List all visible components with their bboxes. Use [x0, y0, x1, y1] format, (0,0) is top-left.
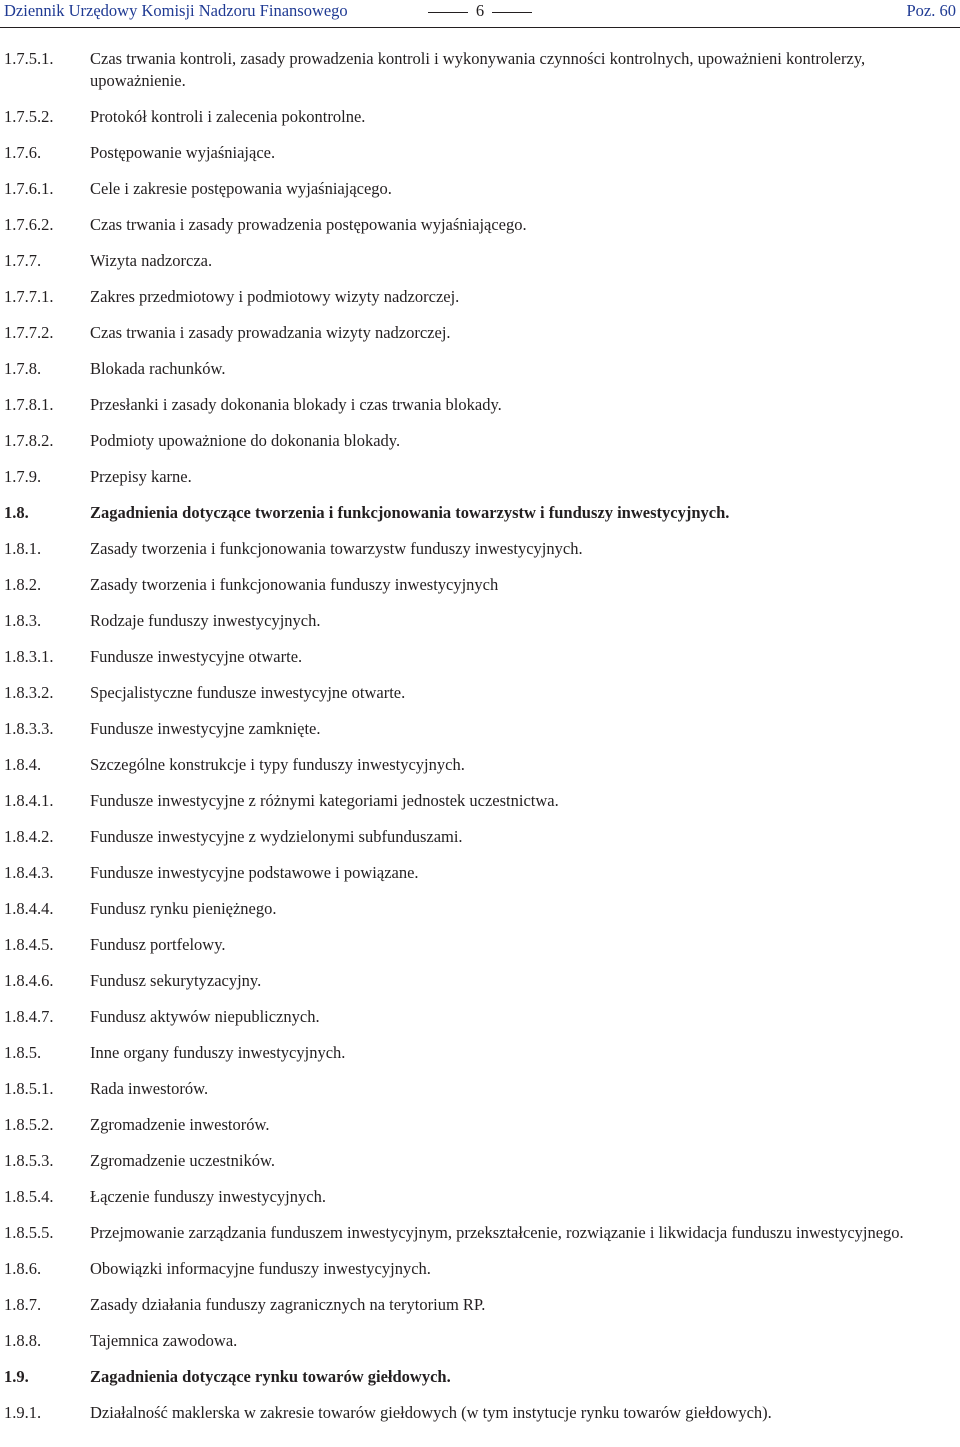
toc-entry	[0, 1402, 960, 1424]
section-title: Wizyta nadzorcza.	[90, 251, 213, 270]
section-title: Czas trwania kontroli, zasady prowadzenia kontroli i wykonywania czynności kontrolnych, upoważnieni kontrolerzy, upoważnienie.	[90, 49, 866, 90]
section-title: Rada inwestorów.	[90, 1079, 209, 1098]
section-number: 1.8.4.4.	[4, 899, 54, 918]
section-title: Działalność maklerska w zakresie towarów giełdowych (w tym instytucje rynku towarów giełdowych).	[90, 1403, 772, 1422]
section-number: 1.8.3.3.	[4, 719, 54, 738]
section-title: Zakres przedmiotowy i podmiotowy wizyty nadzorczej.	[90, 287, 460, 306]
section-title: Czas trwania i zasady prowadzenia postępowania wyjaśniającego.	[90, 215, 527, 234]
section-title: Cele i zakresie postępowania wyjaśniającego.	[90, 179, 392, 198]
section-number: 1.8.4.3.	[4, 863, 54, 882]
toc-entry	[0, 1150, 960, 1172]
section-number: 1.7.6.2.	[4, 215, 54, 234]
toc-entry	[0, 718, 960, 740]
section-title: Fundusze inwestycyjne z wydzielonymi subfunduszami.	[90, 827, 463, 846]
section-number: 1.8.6.	[4, 1259, 42, 1278]
section-number: 1.7.6.1.	[4, 179, 54, 198]
section-title: Specjalistyczne fundusze inwestycyjne otwarte.	[90, 683, 406, 702]
dash-right	[492, 12, 532, 13]
section-title: Przepisy karne.	[90, 467, 192, 486]
toc-entry	[0, 862, 960, 884]
section-number: 1.9.	[4, 1367, 29, 1386]
toc-entry	[0, 106, 960, 128]
section-title: Postępowanie wyjaśniające.	[90, 143, 276, 162]
section-number: 1.7.7.	[4, 251, 42, 270]
section-number: 1.8.3.2.	[4, 683, 54, 702]
toc-entry	[0, 286, 960, 308]
section-title: Czas trwania i zasady prowadzania wizyty nadzorczej.	[90, 323, 451, 342]
page-number	[4, 0, 956, 22]
toc-entry	[0, 358, 960, 380]
section-number: 1.8.3.1.	[4, 647, 54, 666]
toc-entry	[0, 970, 960, 992]
section-title: Fundusz rynku pieniężnego.	[90, 899, 277, 918]
toc-entry	[0, 394, 960, 416]
toc-entry	[0, 1222, 960, 1244]
toc-entry	[0, 1114, 960, 1136]
toc-entry	[0, 502, 960, 524]
toc-entry	[0, 466, 960, 488]
toc-entry	[0, 754, 960, 776]
toc-entry	[0, 1042, 960, 1064]
section-number: 1.7.5.2.	[4, 107, 54, 126]
section-number: 1.7.8.1.	[4, 395, 54, 414]
section-number: 1.8.5.2.	[4, 1115, 54, 1134]
section-number: 1.8.5.3.	[4, 1151, 54, 1170]
toc-entry	[0, 1366, 960, 1388]
section-title: Zasady działania funduszy zagranicznych na terytorium RP.	[90, 1295, 486, 1314]
toc-entry	[0, 826, 960, 848]
section-number: 1.8.5.	[4, 1043, 42, 1062]
section-title: Szczególne konstrukcje i typy funduszy inwestycyjnych.	[90, 755, 465, 774]
section-number: 1.7.8.	[4, 359, 42, 378]
section-title: Fundusze inwestycyjne zamknięte.	[90, 719, 321, 738]
section-number: 1.8.3.	[4, 611, 42, 630]
toc-entry	[0, 538, 960, 560]
toc-entry	[0, 682, 960, 704]
toc-entry	[0, 574, 960, 596]
section-title: Rodzaje funduszy inwestycyjnych.	[90, 611, 321, 630]
page-header	[4, 0, 956, 24]
section-title: Blokada rachunków.	[90, 359, 226, 378]
toc-entry	[0, 142, 960, 164]
section-number: 1.8.1.	[4, 539, 42, 558]
toc-entry	[0, 322, 960, 344]
toc-entry	[0, 790, 960, 812]
toc-entry	[0, 1078, 960, 1100]
position-number: Poz. 60	[906, 1, 956, 20]
section-title: Tajemnica zawodowa.	[90, 1331, 238, 1350]
section-title: Zagadnienia dotyczące rynku towarów giełdowych.	[90, 1367, 451, 1386]
section-number: 1.8.4.5.	[4, 935, 54, 954]
section-number: 1.7.7.2.	[4, 323, 54, 342]
section-number: 1.8.	[4, 503, 29, 522]
section-number: 1.8.5.4.	[4, 1187, 54, 1206]
toc-entry	[0, 646, 960, 668]
header-rule	[0, 27, 960, 28]
section-number: 1.8.7.	[4, 1295, 42, 1314]
section-title: Przejmowanie zarządzania funduszem inwestycyjnym, przekształcenie, rozwiązanie i likwidacja funduszu inwestycyjnego.	[90, 1223, 904, 1242]
section-title: Fundusz portfelowy.	[90, 935, 226, 954]
toc-entry	[0, 934, 960, 956]
toc-entry	[0, 430, 960, 452]
section-number: 1.8.5.1.	[4, 1079, 54, 1098]
toc-entry	[0, 214, 960, 236]
section-title: Fundusze inwestycyjne podstawowe i powiązane.	[90, 863, 419, 882]
dash-left	[428, 12, 468, 13]
section-number: 1.7.5.1.	[4, 49, 54, 68]
section-number: 1.8.4.	[4, 755, 42, 774]
section-title: Zasady tworzenia i funkcjonowania funduszy inwestycyjnych	[90, 575, 499, 594]
section-title: Przesłanki i zasady dokonania blokady i czas trwania blokady.	[90, 395, 502, 414]
section-number: 1.7.7.1.	[4, 287, 54, 306]
toc-entry	[0, 1258, 960, 1280]
toc-entry	[0, 178, 960, 200]
section-number: 1.8.4.2.	[4, 827, 54, 846]
toc-entry	[0, 1294, 960, 1316]
section-number: 1.8.4.7.	[4, 1007, 54, 1026]
section-title: Fundusze inwestycyjne z różnymi kategoriami jednostek uczestnictwa.	[90, 791, 559, 810]
toc-entry	[0, 1006, 960, 1028]
table-of-contents	[0, 48, 960, 1438]
section-number: 1.8.4.1.	[4, 791, 54, 810]
section-title: Zgromadzenie uczestników.	[90, 1151, 275, 1170]
section-title: Zagadnienia dotyczące tworzenia i funkcjonowania towarzystw i funduszy inwestycyjnych.	[90, 503, 730, 522]
toc-entry	[0, 250, 960, 272]
section-title: Łączenie funduszy inwestycyjnych.	[90, 1187, 326, 1206]
journal-title: Dziennik Urzędowy Komisji Nadzoru Finansowego	[4, 1, 348, 20]
toc-entry	[0, 1330, 960, 1352]
section-title: Fundusze inwestycyjne otwarte.	[90, 647, 303, 666]
toc-entry	[0, 48, 960, 92]
section-number: 1.8.5.5.	[4, 1223, 54, 1242]
section-title: Obowiązki informacyjne funduszy inwestycyjnych.	[90, 1259, 431, 1278]
toc-entry	[0, 898, 960, 920]
section-number: 1.7.8.2.	[4, 431, 54, 450]
section-title: Fundusz sekurytyzacyjny.	[90, 971, 262, 990]
section-title: Protokół kontroli i zalecenia pokontrolne.	[90, 107, 366, 126]
toc-entry	[0, 610, 960, 632]
section-number: 1.8.8.	[4, 1331, 42, 1350]
section-title: Zasady tworzenia i funkcjonowania towarzystw funduszy inwestycyjnych.	[90, 539, 583, 558]
section-number: 1.7.9.	[4, 467, 42, 486]
page-number-value: 6	[475, 1, 485, 20]
section-title: Fundusz aktywów niepublicznych.	[90, 1007, 320, 1026]
toc-entry	[0, 1186, 960, 1208]
section-number: 1.9.1.	[4, 1403, 42, 1422]
section-title: Inne organy funduszy inwestycyjnych.	[90, 1043, 346, 1062]
section-number: 1.7.6.	[4, 143, 42, 162]
section-title: Zgromadzenie inwestorów.	[90, 1115, 270, 1134]
section-title: Podmioty upoważnione do dokonania blokady.	[90, 431, 401, 450]
section-number: 1.8.2.	[4, 575, 42, 594]
section-number: 1.8.4.6.	[4, 971, 54, 990]
